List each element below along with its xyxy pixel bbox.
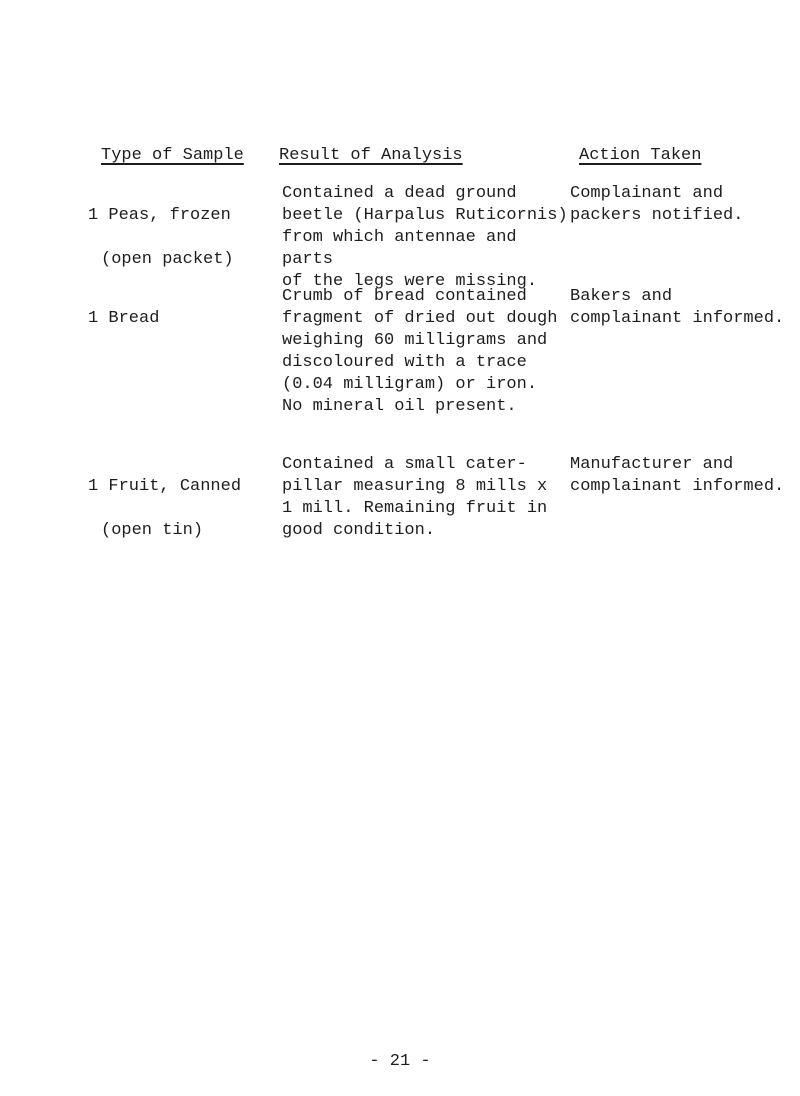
row-2-action: Bakers and complainant informed. bbox=[570, 287, 785, 328]
row-2-result: Crumb of bread contained fragment of dried out dough weighing 60 milligrams and discoloured with a trace (0.04 milligram) or iron. No mineral oil present. bbox=[282, 287, 558, 416]
row-3-sample-name: 1 Fruit, Canned bbox=[88, 477, 242, 496]
row-2-sample bbox=[88, 286, 268, 352]
row-1-sample-name: 1 Peas, frozen bbox=[88, 206, 231, 225]
header-type-of-sample: Type of Sample bbox=[101, 146, 244, 165]
row-3-sample bbox=[88, 454, 268, 564]
row-2-sample-name: 1 Bread bbox=[88, 309, 160, 328]
row-1-sample bbox=[88, 183, 268, 293]
row-3-action: Manufacturer and complainant informed. bbox=[570, 455, 785, 496]
header-action-taken: Action Taken bbox=[579, 146, 702, 165]
row-1-result: Contained a dead ground beetle (Harpalus Ruticornis) from which antennae and parts of the legs were missing. bbox=[282, 184, 568, 291]
page-number: - 21 - bbox=[369, 1052, 431, 1071]
header-result-of-analysis: Result of Analysis bbox=[279, 146, 463, 165]
row-3-result: Contained a small cater- pillar measuring 8 mills x 1 mill. Remaining fruit in good condition. bbox=[282, 455, 548, 540]
row-1-sample-detail: (open packet) bbox=[101, 250, 234, 269]
row-3-sample-detail: (open tin) bbox=[101, 521, 204, 540]
row-1-action: Complainant and packers notified. bbox=[570, 184, 744, 225]
